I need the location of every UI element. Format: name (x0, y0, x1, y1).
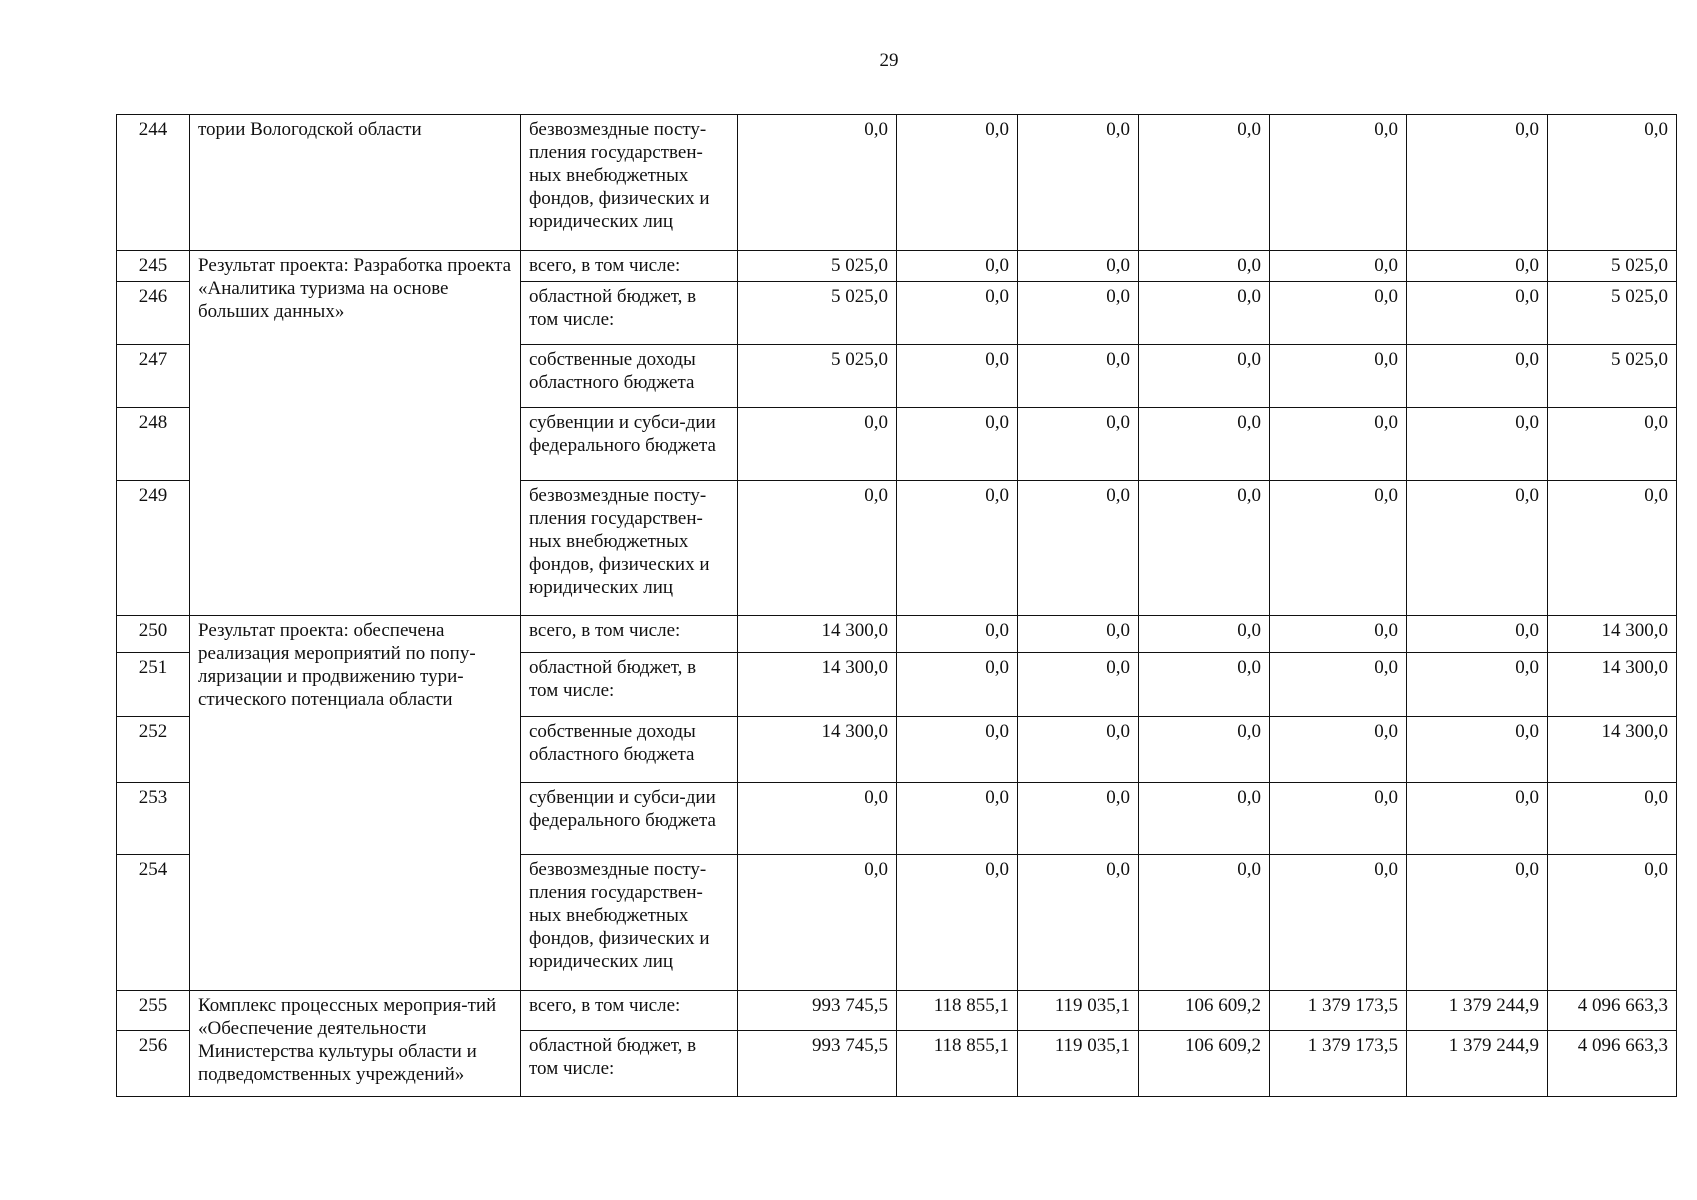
value-cell: 0,0 (1139, 481, 1270, 616)
value-cell: 0,0 (1270, 653, 1407, 717)
value-cell: 0,0 (738, 115, 897, 251)
value-cell: 0,0 (897, 653, 1018, 717)
value-cell: 0,0 (738, 481, 897, 616)
row-number: 256 (117, 1031, 190, 1097)
value-cell: 0,0 (1018, 653, 1139, 717)
value-cell: 0,0 (1548, 408, 1677, 481)
value-cell: 14 300,0 (1548, 717, 1677, 783)
value-cell: 5 025,0 (1548, 251, 1677, 282)
value-cell: 0,0 (897, 115, 1018, 251)
value-cell: 118 855,1 (897, 991, 1018, 1031)
value-cell: 993 745,5 (738, 991, 897, 1031)
value-cell: 0,0 (738, 855, 897, 991)
value-cell: 0,0 (1270, 855, 1407, 991)
value-cell: 0,0 (1548, 481, 1677, 616)
value-cell: 1 379 173,5 (1270, 991, 1407, 1031)
table-row (117, 991, 1677, 1031)
value-cell: 5 025,0 (738, 251, 897, 282)
value-cell: 0,0 (1018, 855, 1139, 991)
value-cell: 4 096 663,3 (1548, 991, 1677, 1031)
funding-source: собственные доходы областного бюджета (521, 345, 738, 408)
value-cell: 14 300,0 (738, 717, 897, 783)
row-number: 245 (117, 251, 190, 282)
row-number: 250 (117, 616, 190, 653)
value-cell: 14 300,0 (738, 616, 897, 653)
value-cell: 0,0 (1139, 855, 1270, 991)
value-cell: 0,0 (1270, 783, 1407, 855)
funding-source: собственные доходы областного бюджета (521, 717, 738, 783)
budget-table (116, 114, 1677, 1097)
value-cell: 0,0 (1407, 408, 1548, 481)
value-cell: 0,0 (1018, 408, 1139, 481)
funding-source: всего, в том числе: (521, 251, 738, 282)
value-cell: 0,0 (1407, 855, 1548, 991)
value-cell: 0,0 (1407, 616, 1548, 653)
value-cell: 0,0 (1407, 481, 1548, 616)
funding-source: областной бюджет, в том числе: (521, 1031, 738, 1097)
value-cell: 993 745,5 (738, 1031, 897, 1097)
page-number: 29 (879, 50, 899, 71)
funding-source: безвозмездные посту-пления государствен-ных внебюджетных фондов, физических и юридических лиц (521, 481, 738, 616)
value-cell: 0,0 (897, 251, 1018, 282)
row-number: 254 (117, 855, 190, 991)
value-cell: 14 300,0 (738, 653, 897, 717)
value-cell: 0,0 (1139, 345, 1270, 408)
funding-source: всего, в том числе: (521, 991, 738, 1031)
row-number: 255 (117, 991, 190, 1031)
value-cell: 0,0 (1270, 345, 1407, 408)
row-number: 246 (117, 282, 190, 345)
value-cell: 0,0 (1018, 115, 1139, 251)
row-number: 244 (117, 115, 190, 251)
funding-source: безвозмездные посту-пления государствен-ных внебюджетных фондов, физических и юридических лиц (521, 115, 738, 251)
row-number: 249 (117, 481, 190, 616)
table-row (117, 251, 1677, 282)
value-cell: 5 025,0 (738, 345, 897, 408)
value-cell: 5 025,0 (1548, 282, 1677, 345)
funding-source: областной бюджет, в том числе: (521, 653, 738, 717)
row-number: 253 (117, 783, 190, 855)
value-cell: 0,0 (1018, 717, 1139, 783)
value-cell: 4 096 663,3 (1548, 1031, 1677, 1097)
value-cell: 0,0 (1407, 653, 1548, 717)
value-cell: 0,0 (1018, 345, 1139, 408)
value-cell: 0,0 (897, 282, 1018, 345)
funding-source: безвозмездные посту-пления государствен-ных внебюджетных фондов, физических и юридических лиц (521, 855, 738, 991)
value-cell: 5 025,0 (1548, 345, 1677, 408)
funding-source: всего, в том числе: (521, 616, 738, 653)
value-cell: 0,0 (897, 783, 1018, 855)
value-cell: 0,0 (1407, 251, 1548, 282)
event-name: Комплекс процессных мероприя-тий «Обеспечение деятельности Министерства культуры области и подведомственных учреждений» (190, 991, 521, 1097)
value-cell: 0,0 (1018, 251, 1139, 282)
value-cell: 0,0 (1407, 282, 1548, 345)
funding-source: областной бюджет, в том числе: (521, 282, 738, 345)
event-name: тории Вологодской области (190, 115, 521, 251)
value-cell: 0,0 (1018, 616, 1139, 653)
value-cell: 0,0 (897, 855, 1018, 991)
value-cell: 0,0 (1270, 115, 1407, 251)
value-cell: 106 609,2 (1139, 991, 1270, 1031)
table-row (117, 616, 1677, 653)
value-cell: 0,0 (1407, 783, 1548, 855)
value-cell: 0,0 (897, 408, 1018, 481)
value-cell: 1 379 244,9 (1407, 1031, 1548, 1097)
value-cell: 0,0 (1139, 717, 1270, 783)
value-cell: 119 035,1 (1018, 1031, 1139, 1097)
funding-source: субвенции и субси-дии федерального бюджета (521, 783, 738, 855)
value-cell: 0,0 (1270, 408, 1407, 481)
value-cell: 0,0 (1270, 616, 1407, 653)
value-cell: 0,0 (738, 783, 897, 855)
value-cell: 0,0 (1139, 408, 1270, 481)
value-cell: 0,0 (1139, 783, 1270, 855)
value-cell: 0,0 (1407, 115, 1548, 251)
value-cell: 0,0 (1270, 282, 1407, 345)
row-number: 251 (117, 653, 190, 717)
funding-source: субвенции и субси-дии федерального бюджета (521, 408, 738, 481)
row-number: 247 (117, 345, 190, 408)
row-number: 252 (117, 717, 190, 783)
value-cell: 0,0 (1018, 282, 1139, 345)
value-cell: 118 855,1 (897, 1031, 1018, 1097)
value-cell: 0,0 (897, 481, 1018, 616)
value-cell: 0,0 (897, 345, 1018, 408)
value-cell: 0,0 (1270, 251, 1407, 282)
value-cell: 14 300,0 (1548, 653, 1677, 717)
value-cell: 0,0 (1018, 481, 1139, 616)
value-cell: 0,0 (738, 408, 897, 481)
value-cell: 14 300,0 (1548, 616, 1677, 653)
row-number: 248 (117, 408, 190, 481)
event-name: Результат проекта: Разработка проекта «Аналитика туризма на основе больших данных» (190, 251, 521, 616)
value-cell: 0,0 (1270, 717, 1407, 783)
value-cell: 0,0 (1548, 855, 1677, 991)
value-cell: 0,0 (897, 616, 1018, 653)
value-cell: 0,0 (1139, 282, 1270, 345)
value-cell: 0,0 (1548, 115, 1677, 251)
value-cell: 0,0 (1407, 717, 1548, 783)
value-cell: 1 379 244,9 (1407, 991, 1548, 1031)
value-cell: 106 609,2 (1139, 1031, 1270, 1097)
value-cell: 0,0 (897, 717, 1018, 783)
value-cell: 0,0 (1018, 783, 1139, 855)
event-name: Результат проекта: обеспечена реализация мероприятий по попу-ляризации и продвижению тури-стического потенциала области (190, 616, 521, 991)
value-cell: 0,0 (1270, 481, 1407, 616)
value-cell: 0,0 (1139, 115, 1270, 251)
value-cell: 0,0 (1139, 251, 1270, 282)
value-cell: 0,0 (1139, 653, 1270, 717)
value-cell: 0,0 (1407, 345, 1548, 408)
value-cell: 5 025,0 (738, 282, 897, 345)
table-row (117, 115, 1677, 251)
value-cell: 119 035,1 (1018, 991, 1139, 1031)
value-cell: 0,0 (1548, 783, 1677, 855)
value-cell: 0,0 (1139, 616, 1270, 653)
value-cell: 1 379 173,5 (1270, 1031, 1407, 1097)
